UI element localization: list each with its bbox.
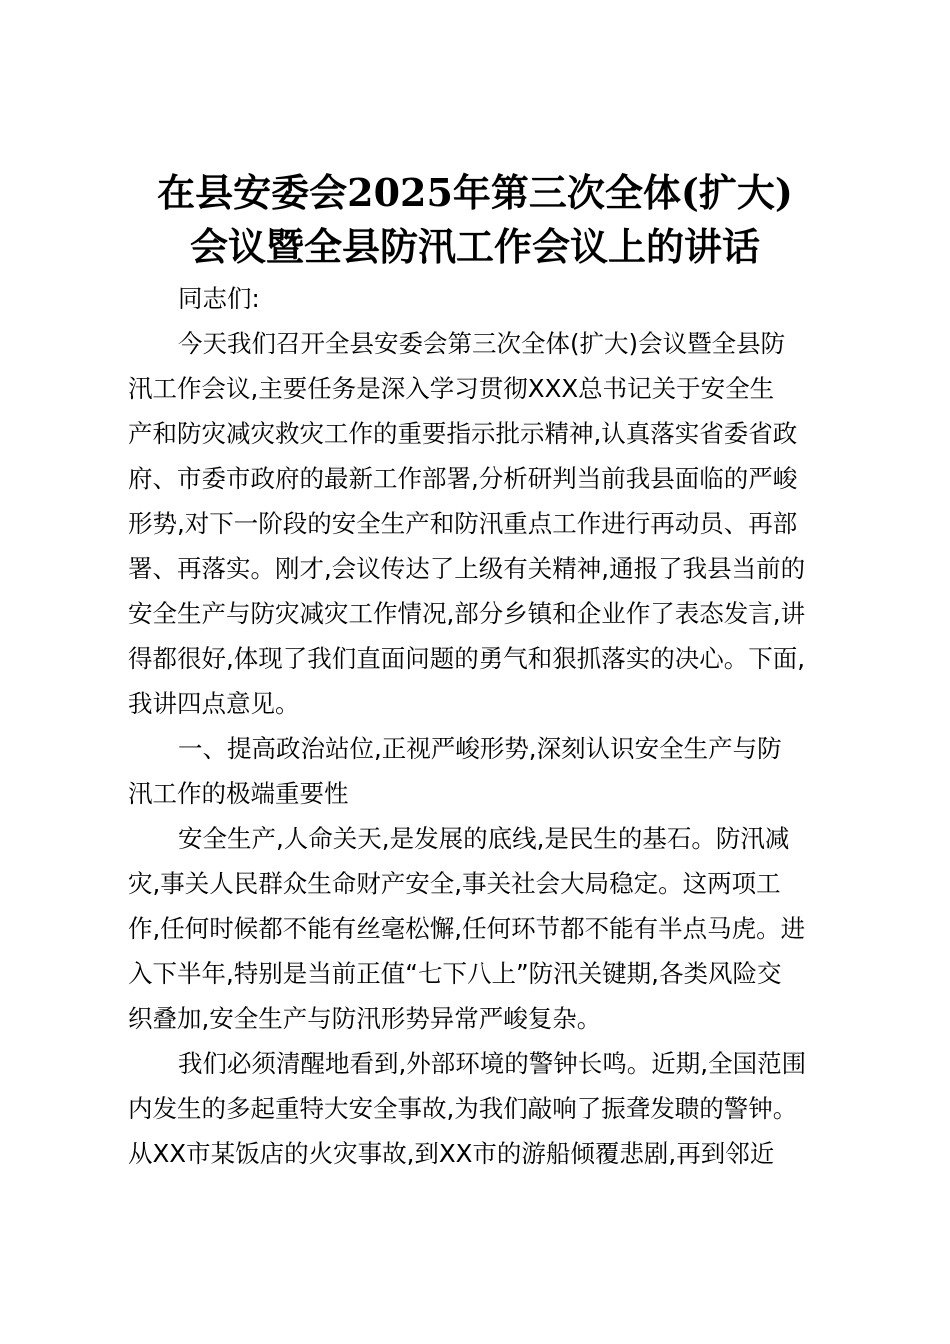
paragraph-3-line-2: 内发生的多起重特大安全事故,为我们敲响了振聋发聩的警钟。: [128, 1094, 798, 1123]
paragraph-1-line-1: 今天我们召开全县安委会第三次全体(扩大)会议暨全县防: [178, 329, 786, 358]
paragraph-1-line-7: 安全生产与防灾减灾工作情况,部分乡镇和企业作了表态发言,讲: [128, 599, 806, 628]
paragraph-1-line-6: 署、再落实。刚才,会议传达了上级有关精神,通报了我县当前的: [128, 554, 806, 583]
paragraph-2-line-1: 安全生产,人命关天,是发展的底线,是民生的基石。防汛减: [178, 824, 790, 853]
paragraph-2-line-4: 入下半年,特别是当前正值“七下八上”防汛关键期,各类风险交: [128, 959, 782, 988]
paragraph-2-line-5: 织叠加,安全生产与防汛形势异常严峻复杂。: [128, 1004, 602, 1033]
document-title-line-2: 会议暨全县防汛工作会议上的讲话: [189, 224, 760, 269]
paragraph-1-line-5: 形势,对下一阶段的安全生产和防汛重点工作进行再动员、再部: [128, 509, 798, 538]
section-heading-line-2: 汛工作的极端重要性: [128, 779, 349, 808]
paragraph-3-line-3: 从XX市某饭店的火灾事故,到XX市的游船倾覆悲剧,再到邻近: [128, 1139, 775, 1168]
paragraph-2-line-2: 灾,事关人民群众生命财产安全,事关社会大局稳定。这两项工: [128, 869, 781, 898]
section-heading-line-1: 一、提高政治站位,正视严峻形势,深刻认识安全生产与防: [178, 734, 782, 763]
paragraph-2-line-3: 作,任何时候都不能有丝毫松懈,任何环节都不能有半点马虎。进: [128, 914, 806, 943]
paragraph-1-line-9: 我讲四点意见。: [128, 689, 300, 718]
paragraph-3-line-1: 我们必须清醒地看到,外部环境的警钟长鸣。近期,全国范围: [178, 1049, 807, 1078]
paragraph-1-line-3: 产和防灾减灾救灾工作的重要指示批示精神,认真落实省委省政: [128, 419, 798, 448]
paragraph-1-line-2: 汛工作会议,主要任务是深入学习贯彻XXX总书记关于安全生: [128, 374, 775, 403]
salutation: 同志们:: [178, 284, 260, 313]
paragraph-1-line-4: 府、市委市政府的最新工作部署,分析研判当前我县面临的严峻: [128, 464, 798, 493]
paragraph-1-line-8: 得都很好,体现了我们直面问题的勇气和狠抓落实的决心。下面,: [128, 644, 806, 673]
document-title-line-1: 在县安委会2025年第三次全体(扩大): [157, 170, 793, 215]
